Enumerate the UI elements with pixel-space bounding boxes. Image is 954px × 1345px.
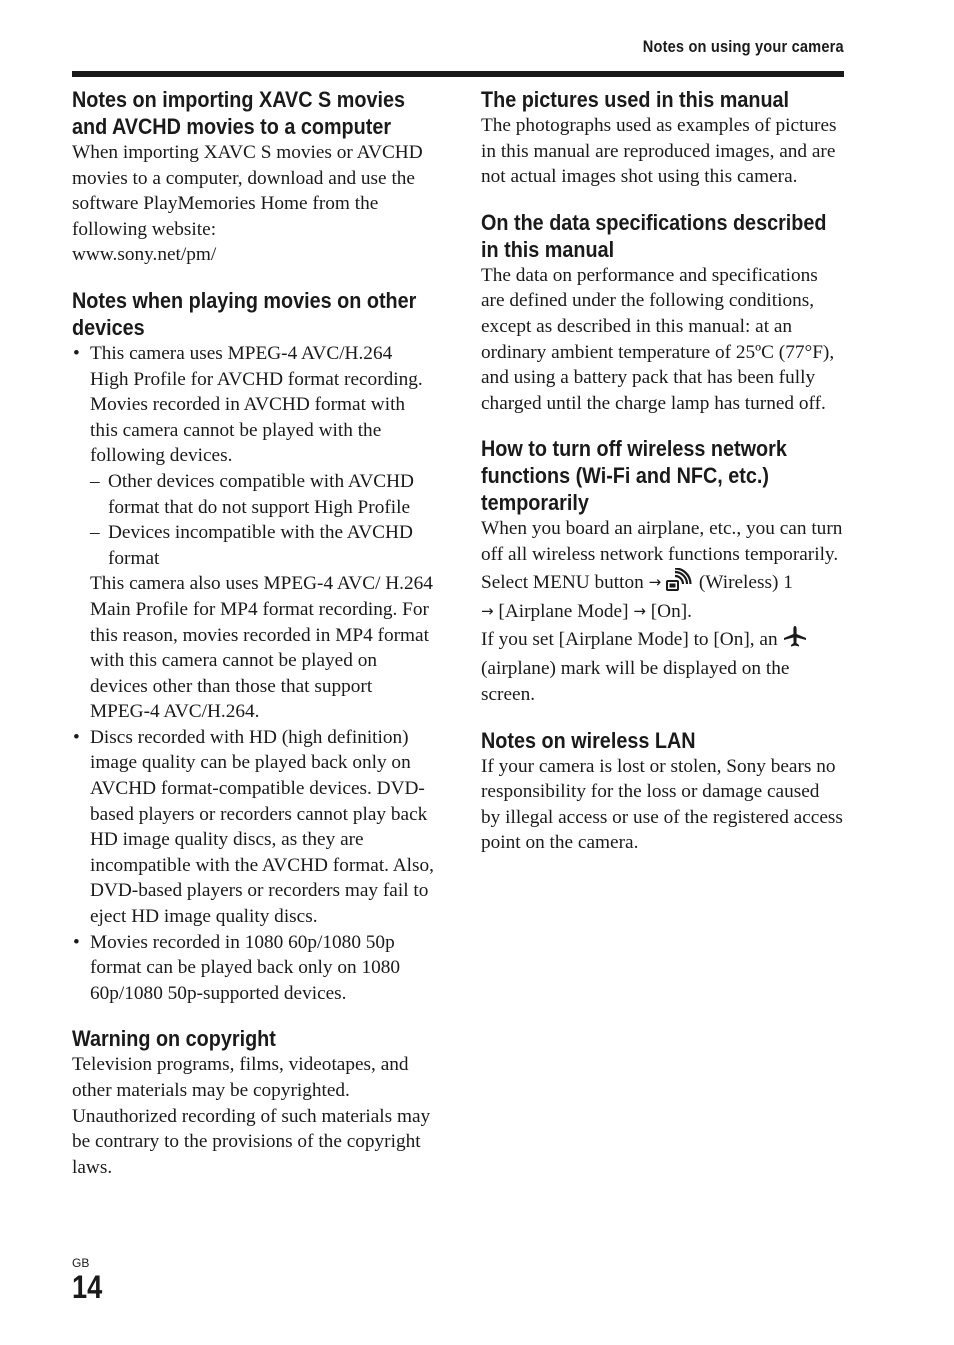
website-url: www.sony.net/pm/ [72,244,217,266]
section-title: On the data specifications described in this manual [481,209,827,262]
airplane-icon [782,625,808,657]
page-number-block [72,1257,108,1305]
list-item: – Other devices compatible with AVCHD format that do not support High Profile [90,469,434,520]
menu-instruction: Select MENU button → (Wireless) 1 → [Airplane Mode] → [On]. [481,568,843,625]
list-item: • Movies recorded in 1080 60p/1080 50p format can be played back only on 1080 60p/1080 50p-supported devices. [72,930,434,1007]
section-body: The data on performance and specifications are defined under the following conditions, except as described in this manual: at an ordinary ambient temperature of 25ºC (77°F), and using a battery pack that has been fully charged until the charge lamp has turned off. [481,264,835,414]
section-body: When you board an airplane, etc., you can turn off all wireless network functions temporarily. [481,518,843,565]
right-column [481,86,843,875]
dash-list [90,469,434,571]
section-title: Notes on wireless LAN [481,727,696,753]
section-title: The pictures used in this manual [481,87,790,112]
arrow-right-icon: → [481,602,494,621]
bullet-list [72,341,434,1006]
section-title: How to turn off wireless network functions (Wi-Fi and NFC, etc.) temporarily [481,436,787,516]
section-body: If your camera is lost or stolen, Sony bears no responsibility for the loss or damage caused by illegal access or use of the registered access point on the camera. [481,755,843,854]
wireless-icon [666,568,694,600]
list-item: • Discs recorded with HD (high definition) image quality can be played back only on AVCHD format-compatible devices. DVD-based players or recorders cannot play back HD image quality discs, as they are incompatible with the AVCHD format. Also, DVD-based players or recorders may fail to eject HD image quality discs. [72,725,434,930]
header-rule [72,71,844,77]
section-title: Warning on copyright [72,1026,276,1052]
section-body: When importing XAVC S movies or AVCHD movies to a computer, download and use the software PlayMemories Home from the following website: [72,142,423,240]
section-specs [481,209,843,417]
list-item: – Devices incompatible with the AVCHD format [90,520,434,571]
section-playing [72,287,434,1006]
section-body: Television programs, films, videotapes, and other materials may be copyrighted. Unauthorized recording of such materials may be contrary to the provisions of the copyright laws. [72,1054,431,1178]
section-pictures [481,86,843,190]
list-item-continuation: This camera also uses MPEG-4 AVC/ H.264 Main Profile for MP4 format recording. For this reason, movies recorded in MP4 format with this camera cannot be played on devices other than those that support MPEG-4 AVC/H.264. [90,573,433,723]
section-body: The photographs used as examples of pictures in this manual are reproduced images, and are not actual images shot using this camera. [481,115,837,188]
section-wireless-off [481,435,843,707]
arrow-right-icon: → [648,572,662,591]
language-code: GB [72,1256,90,1270]
section-title: Notes on importing XAVC S movies and AVCHD movies to a computer [72,87,405,139]
running-title: Notes on using your camera [642,37,844,56]
section-importing [72,86,434,268]
section-title: Notes when playing movies on other devices [72,287,417,340]
page-number: 14 [72,1269,103,1305]
list-item: • This camera uses MPEG-4 AVC/H.264 High Profile for AVCHD format recording. Movies recorded in AVCHD format with this camera cannot be played with the following devices. – Other devices compatible with AVCHD format that do not support High Profile – Devices incompatible with the AVCHD format This camera also uses MPEG-4 AVC/ H.264 Main Profile for MP4 format recording. For this reason, movies recorded in MP4 format with this camera cannot be played on devices other than those that support MPEG-4 AVC/H.264. [72,341,434,725]
section-lan [481,727,843,856]
arrow-right-icon: → [633,602,646,621]
section-copyright [72,1025,434,1180]
left-column [72,86,434,1199]
airplane-note: If you set [Airplane Mode] to [On], an (airplane) mark will be displayed on the screen. [481,625,843,708]
